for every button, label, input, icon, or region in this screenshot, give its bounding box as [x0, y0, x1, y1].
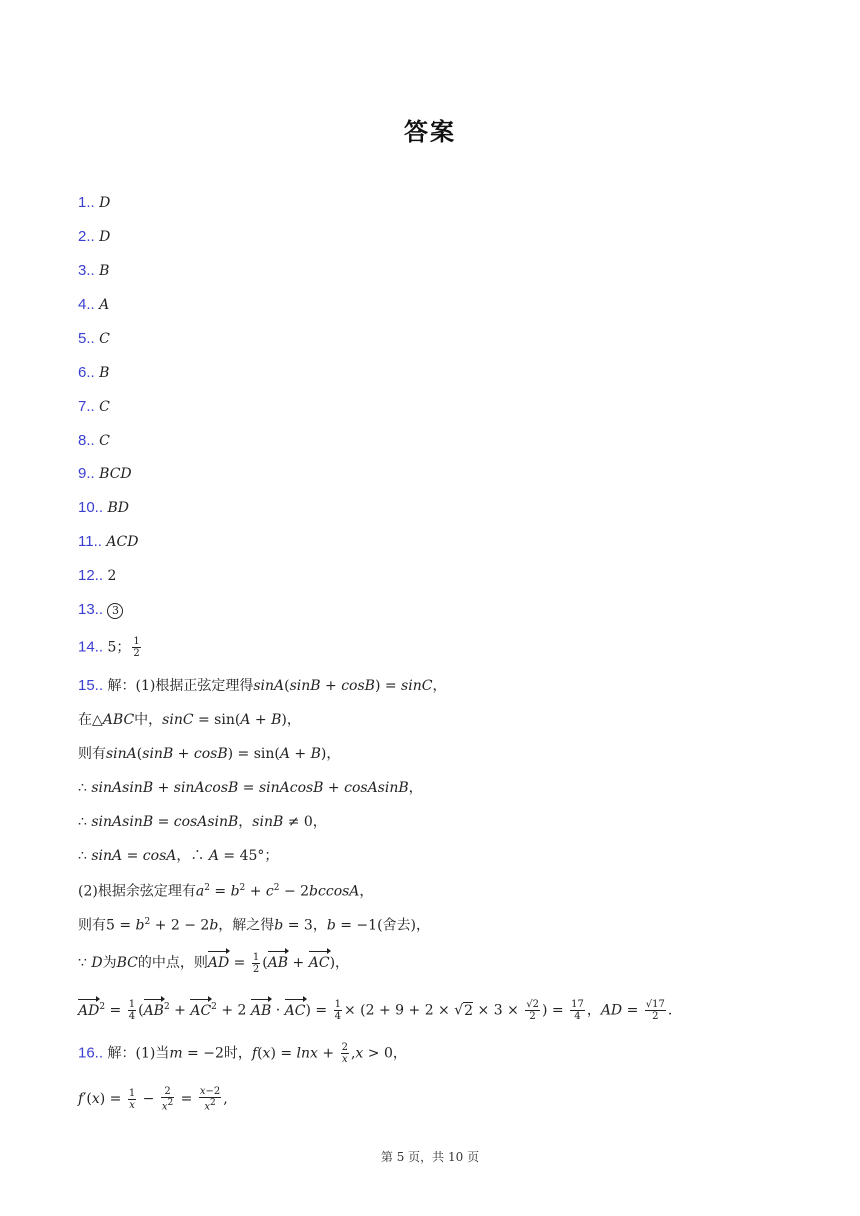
question-number: 16.	[78, 1044, 99, 1062]
answer-value: 2	[107, 568, 117, 584]
question-number: 11.	[78, 533, 98, 550]
q16-line-1: 16.. 解：(1)当m = −2时，f(x) = lnx + $\frac{2}{x}$ ,x > 0，	[78, 1042, 407, 1065]
answer-fraction: $\frac{1}{2}$	[133, 636, 140, 659]
question-number: 4.	[78, 296, 91, 313]
q15-line-8: 则有$5 = b^2 + 2 - 2b$，解之得b = 3，b = −1(舍去)，	[78, 917, 430, 934]
answer-value: B	[99, 365, 110, 381]
answer-row: 1.. D	[78, 194, 111, 211]
question-number: 9.	[78, 465, 91, 482]
answer-value: C	[99, 433, 110, 449]
answer-row: 11.. ACD	[78, 533, 139, 550]
answer-row: 4.. A	[78, 296, 110, 313]
question-number: 6.	[78, 364, 91, 381]
answer-value: BCD	[99, 466, 132, 482]
answer-row: 7.. C	[78, 398, 110, 415]
q15-line-1: 15.. 解：(1)根据正弦定理得sinA(sinB + cosB) = sinC，	[78, 677, 447, 694]
answer-value: 5；	[107, 639, 131, 656]
answer-value: BD	[107, 500, 129, 516]
question-number: 7.	[78, 398, 91, 415]
answer-row: 3.. B	[78, 262, 110, 279]
q15-line-7: (2)根据余弦定理有$a^2 = b^2 + c^2 - 2bccosA$，	[78, 883, 374, 900]
answer-value: D	[99, 229, 111, 245]
question-number: 3.	[78, 262, 91, 279]
question-number: 1.	[78, 194, 91, 211]
answer-row: 14.. 5； $\frac{1}{2}$	[78, 636, 140, 659]
answer-value: D	[99, 195, 111, 211]
answer-value: C	[99, 331, 110, 347]
question-number: 2.	[78, 228, 91, 245]
q15-line-5: ∴ sinAsinB = cosAsinB，sinB ≠ 0，	[78, 814, 327, 830]
answer-row: 2.. D	[78, 228, 111, 245]
answer-value: 3	[107, 603, 123, 619]
question-number: 12.	[78, 567, 99, 584]
q15-line-4: ∴ sinAsinB + sinAcosB = sinAcosB + cosAsinB，	[78, 780, 423, 796]
question-number: 5.	[78, 330, 91, 347]
answer-value: B	[99, 263, 110, 279]
question-number: 14.	[78, 638, 99, 656]
q16-line-2: f′(x) = $\frac{1}{x}$ − $\frac{2}{x^2}$ = $\frac{x-2}{x^2}$ ,	[78, 1086, 228, 1113]
answer-row: 6.. B	[78, 364, 110, 381]
page-title: 答案	[404, 118, 456, 146]
question-number: 10.	[78, 499, 99, 516]
answer-row: 12.. 2	[78, 567, 117, 584]
answer-row: 13.. 3	[78, 600, 123, 620]
answer-value: ACD	[106, 534, 139, 550]
question-number: 15.	[78, 677, 99, 694]
answer-row: 10.. BD	[78, 499, 129, 516]
answer-row: 9.. BCD	[78, 465, 132, 482]
answer-row: 5.. C	[78, 330, 110, 347]
page-footer: 第 5 页，共 10 页	[380, 1150, 480, 1164]
q15-line-10: $AD^2$ = $\frac{1}{4}$ ($AB^2 + AC^2 + 2$ AB · AC) = $\frac{1}{4}$ × (2 + 9 + 2 × √2 × 3 × $\frac{√2}{2}$ ) = $\frac{17}{4}$ ，AD = $\frac{√17}{2}$ .	[78, 999, 673, 1023]
question-number: 8.	[78, 432, 91, 449]
q15-line-6: ∴ sinA = cosA，∴ A = 45°；	[78, 848, 279, 864]
q15-line-9: ∵ D为BC的中点，则AD = $\frac{1}{2}$ (AB + AC)，	[78, 951, 350, 975]
question-number: 13.	[78, 601, 99, 618]
answer-row: 8.. C	[78, 432, 110, 449]
answer-value: C	[99, 399, 110, 415]
answer-value: A	[99, 297, 110, 313]
q15-line-3: 则有sinA(sinB + cosB) = sin(A + B)，	[78, 746, 341, 762]
q15-line-2: 在△ABC中，sinC = sin(A + B)，	[78, 712, 301, 728]
